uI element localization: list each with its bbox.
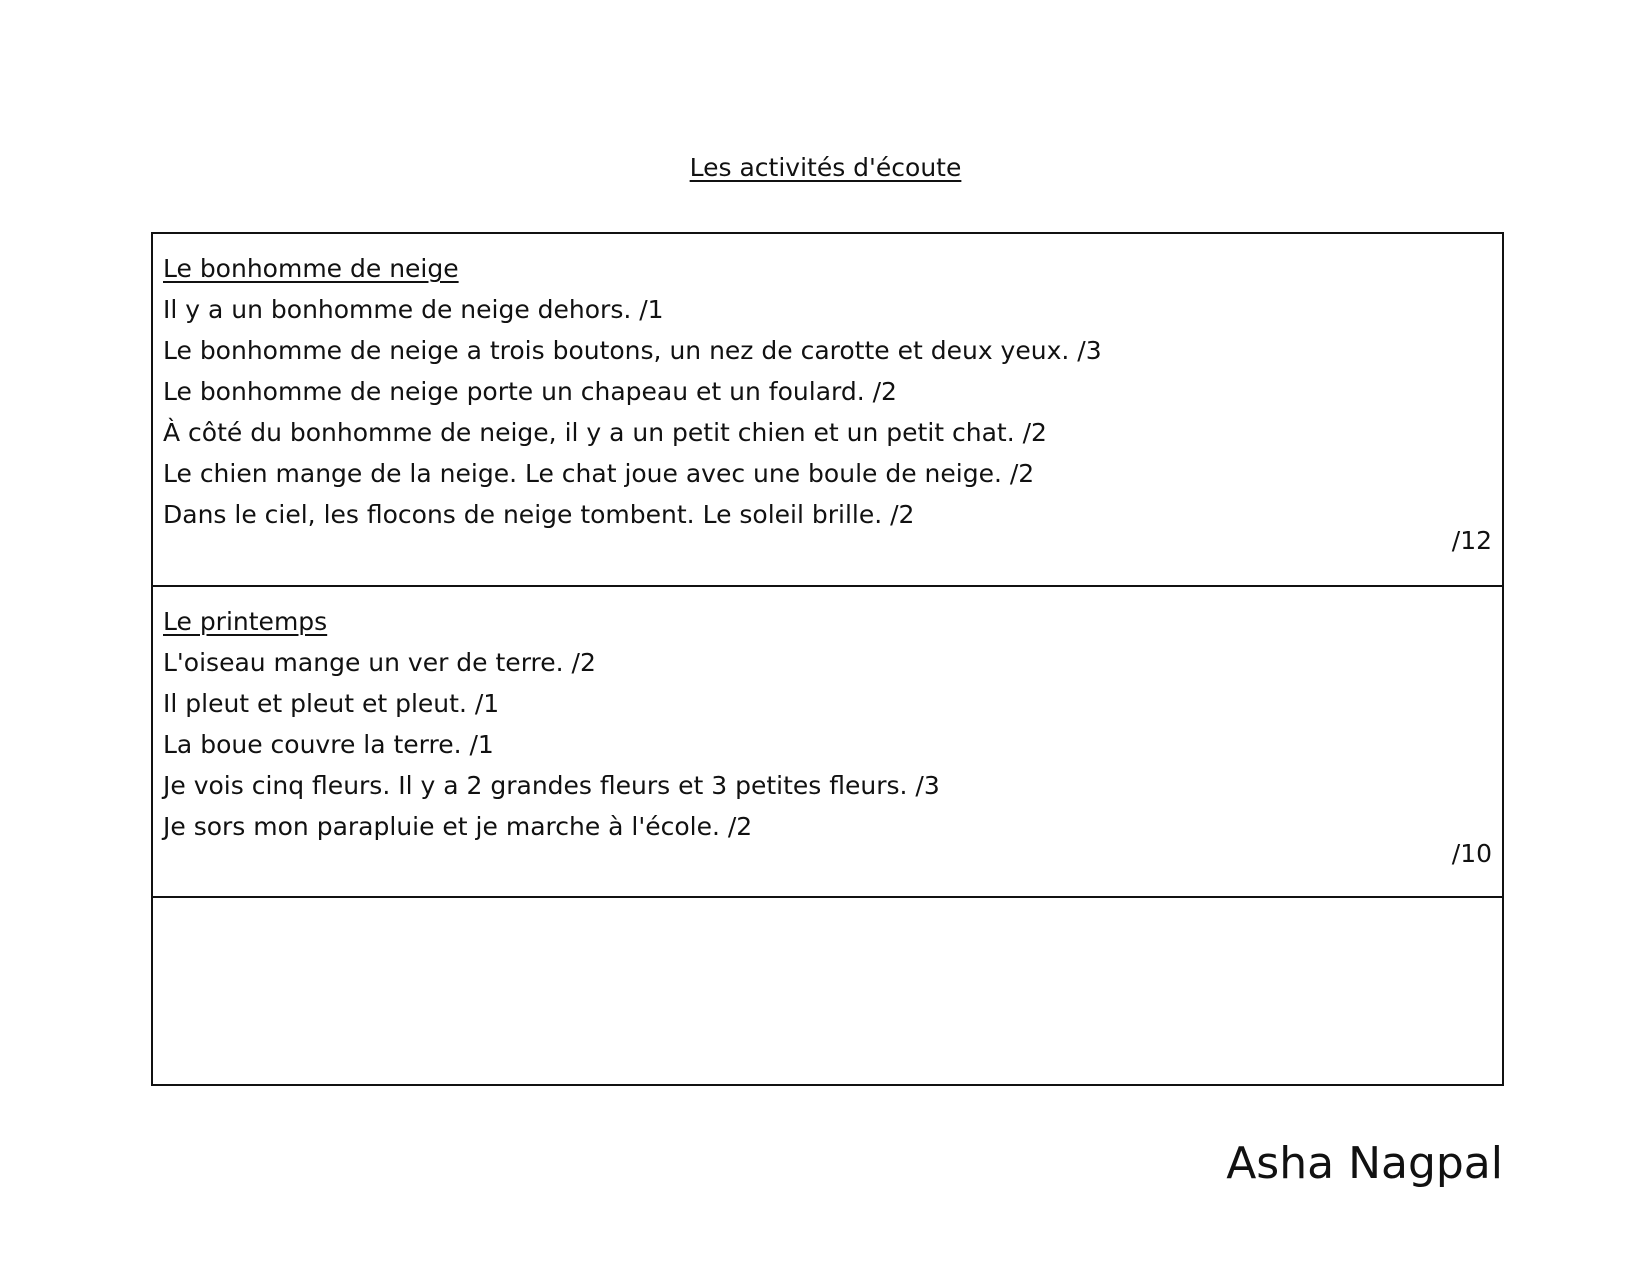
sentence-line: Il pleut et pleut et pleut. /1 xyxy=(163,689,500,718)
section-total-score: /10 xyxy=(1451,839,1492,868)
section-heading xyxy=(163,248,1492,289)
sentence-line: Il y a un bonhomme de neige dehors. /1 xyxy=(163,295,664,324)
sentence-line: L'oiseau mange un ver de terre. /2 xyxy=(163,648,596,677)
sentence-line: Le bonhomme de neige porte un chapeau et un foulard. /2 xyxy=(163,377,897,406)
page-title xyxy=(0,152,1651,184)
section-heading xyxy=(163,601,1492,642)
section-total-score: /12 xyxy=(1451,526,1492,555)
sentence-line: Dans le ciel, les flocons de neige tombent. Le soleil brille. /2 xyxy=(163,500,915,529)
section-printemps xyxy=(153,585,1502,896)
sentence-line: Je vois cinq fleurs. Il y a 2 grandes fleurs et 3 petites fleurs. /3 xyxy=(163,771,940,800)
section-bonhomme-de-neige xyxy=(153,234,1502,585)
page-title-text: Les activités d'écoute xyxy=(689,153,962,182)
author-name: Asha Nagpal xyxy=(1226,1138,1503,1189)
sentence-line: À côté du bonhomme de neige, il y a un petit chien et un petit chat. /2 xyxy=(163,418,1047,447)
sentence-line: Le bonhomme de neige a trois boutons, un nez de carotte et deux yeux. /3 xyxy=(163,336,1102,365)
sentence-line: La boue couvre la terre. /1 xyxy=(163,730,494,759)
section-heading-text: Le bonhomme de neige xyxy=(163,254,459,283)
empty-section xyxy=(153,896,1502,1084)
sentence-line: Je sors mon parapluie et je marche à l'école. /2 xyxy=(163,812,753,841)
activities-table xyxy=(151,232,1504,1086)
section-heading-text: Le printemps xyxy=(163,607,328,636)
sentence-line: Le chien mange de la neige. Le chat joue avec une boule de neige. /2 xyxy=(163,459,1035,488)
